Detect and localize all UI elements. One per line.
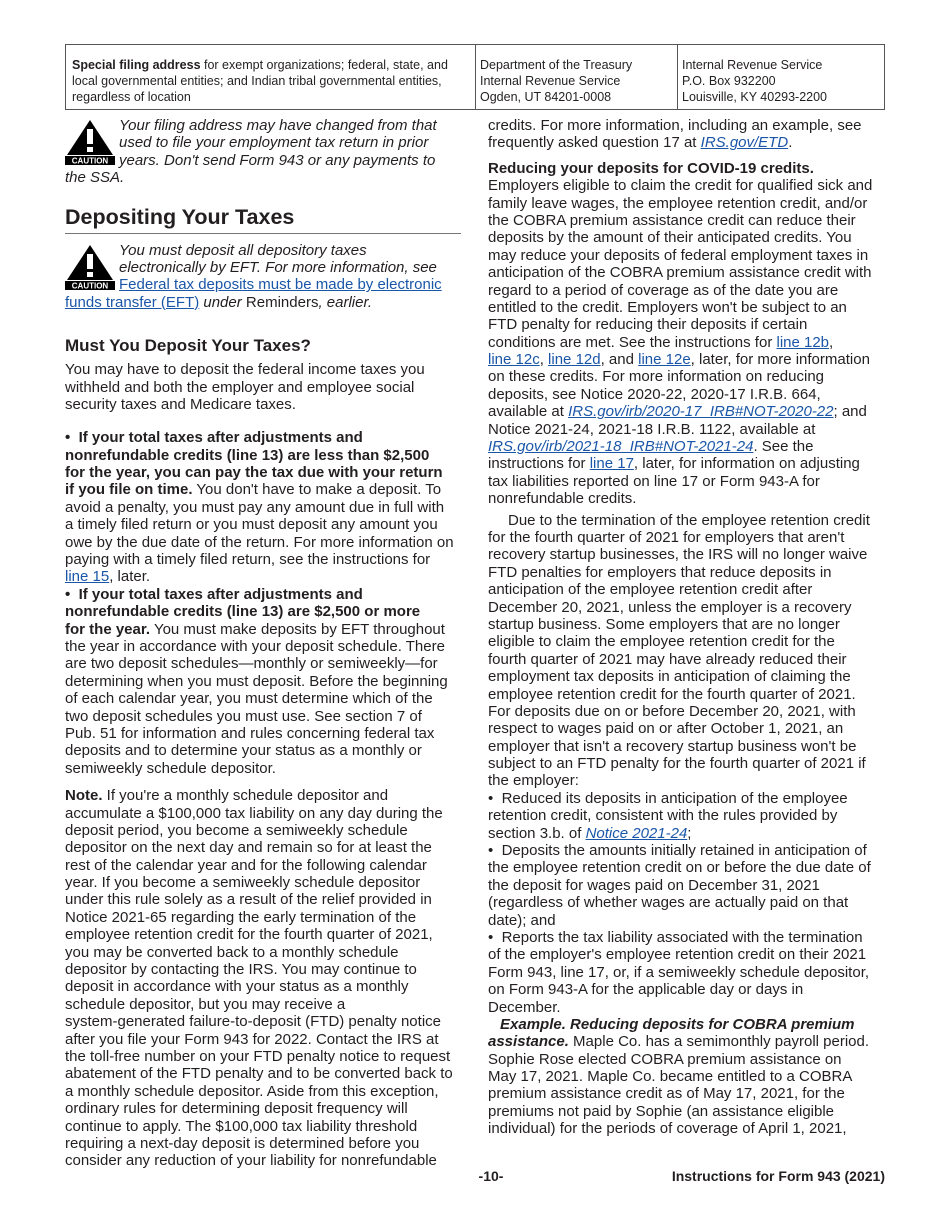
address-desc-line: local governmental entities; and Indian tribal governmental entities, bbox=[72, 74, 442, 88]
notice-2021-24-link[interactable]: IRS.gov/irb/2021-18_IRB#NOT-2021-24 bbox=[488, 438, 754, 456]
address-desc-line: for exempt organizations; federal, state, and bbox=[204, 58, 448, 72]
caution-text-line: You must deposit all depository taxes bbox=[119, 241, 367, 259]
caution-icon bbox=[65, 244, 115, 290]
note-text: a monthly schedule depositor. Aside from this exception, bbox=[65, 1082, 439, 1100]
bullet-text: December. bbox=[488, 998, 561, 1016]
example-paragraph bbox=[488, 1016, 886, 1138]
address-table-description bbox=[66, 45, 476, 109]
note-text: continue to apply. The $100,000 tax liability threshold bbox=[65, 1117, 418, 1135]
note-text: If you're a monthly schedule depositor and bbox=[102, 787, 389, 805]
filing-address-table bbox=[65, 44, 885, 110]
footer-title: Instructions for Form 943 (2021) bbox=[671, 1168, 885, 1184]
caution-text-line: Your filing address may have changed from that bbox=[119, 117, 437, 134]
bullet-text: semiweekly schedule depositor. bbox=[65, 759, 276, 777]
caution-label: CAUTION bbox=[71, 156, 109, 165]
bullet-text: a timely filed return or you must deposit any amount you bbox=[65, 516, 438, 534]
para-text: for the fourth quarter of 2021 for employers that aren't bbox=[488, 528, 845, 546]
termination-paragraph bbox=[488, 512, 886, 790]
address-line: P.O. Box 932200 bbox=[682, 74, 776, 88]
covid-text: , later, for information on adjusting bbox=[633, 455, 860, 473]
bullet-bold-text: for the year, you can pay the tax due with your return bbox=[65, 464, 443, 482]
para-text: recovery startup businesses, the IRS will no longer waive bbox=[488, 546, 868, 564]
note-text: Notice 2021-65 regarding the early termination of the bbox=[65, 908, 417, 926]
covid-text: , bbox=[539, 351, 549, 369]
note-paragraph bbox=[65, 787, 461, 1170]
address-line: Internal Revenue Service bbox=[682, 58, 823, 72]
bullet-text: the year in accordance with your deposit schedule. There bbox=[65, 637, 445, 655]
para-text: Due to the termination of the employee retention credit bbox=[508, 511, 870, 529]
covid-text: deposits by the amount of their anticipated credits. You bbox=[488, 229, 852, 247]
para-text: respect to wages paid on or after October 1, 2021, an bbox=[488, 720, 844, 738]
caution-note-eft bbox=[65, 242, 461, 312]
line-12b-link[interactable]: line 12b bbox=[776, 333, 830, 351]
covid-text: instructions for bbox=[488, 455, 590, 473]
para-text: the employer: bbox=[488, 772, 579, 790]
note-text: deposit period, you become a semiweekly schedule bbox=[65, 821, 408, 839]
note-text: depositor by contacting the IRS. You may continue to bbox=[65, 961, 417, 979]
note-text: system-generated failure-to-deposit (FTD) penalty notice bbox=[65, 1013, 441, 1031]
covid-text: . See the bbox=[753, 438, 814, 456]
line-12c-link[interactable]: line 12c bbox=[488, 351, 540, 369]
note-text: year. If you become a semiweekly schedule depositor bbox=[65, 874, 421, 892]
note-text: after you file your Form 943 for 2022. Contact the IRS at bbox=[65, 1030, 439, 1048]
example-heading: assistance. bbox=[488, 1033, 569, 1051]
eft-reminder-link[interactable]: Federal tax deposits must be made by electronic bbox=[119, 276, 442, 294]
intro-line: You may have to deposit the federal income taxes you bbox=[65, 361, 425, 379]
covid-text: ; and bbox=[833, 403, 867, 421]
note-text: rest of the calendar year and for the following calendar bbox=[65, 856, 427, 874]
irs-etd-link[interactable]: IRS.gov/ETD bbox=[700, 134, 789, 152]
covid-text: , and bbox=[600, 351, 639, 369]
bullet-text: ; bbox=[687, 824, 692, 842]
covid-text: Notice 2021-24, 2021-18 I.R.B. 1122, available at bbox=[488, 420, 816, 438]
note-text: schedule depositor, but you may receive a bbox=[65, 995, 346, 1013]
address-line: Louisville, KY 40293-2200 bbox=[682, 90, 828, 104]
bullet-text: retention credit, consistent with the rules provided by bbox=[488, 807, 838, 825]
bullet-under-2500: • If your total taxes after adjustments and nonrefundable credits (line 13) are less than $2,500 for the year, you can pay the tax due with your return if you file on time. You don't have to make a deposit. To avoid a penalty, you must pay any amount due in full with a timely filed return or you must deposit any amount you owe by the due date of the return. For more information on paying with a timely filed return, see the instructions for line 15, later. bbox=[65, 429, 461, 586]
example-text: Maple Co. has a semimonthly payroll period. bbox=[568, 1033, 870, 1051]
note-text: deposit in accordance with your status as a monthly bbox=[65, 978, 409, 996]
bullet-text: Reduced its deposits in anticipation of the employee bbox=[501, 789, 848, 807]
page-number: -10- bbox=[478, 1168, 504, 1184]
note-label: Note. bbox=[65, 787, 103, 805]
note-text: under this rule solely as a result of the relief provided in bbox=[65, 891, 432, 909]
example-text: May 17, 2021. Maple Co. became entitled to a COBRA bbox=[488, 1068, 853, 1086]
bullet-text: deposits and to determine your status as a monthly or bbox=[65, 742, 422, 760]
bullet-text: paying with a timely filed return, see the instructions for bbox=[65, 551, 431, 569]
note-text: requiring a next-day deposit is determined before you bbox=[65, 1134, 420, 1152]
right-text: frequently asked question 17 at bbox=[488, 134, 701, 152]
para-text: subject to an FTD penalty for the fourth quarter of 2021 if bbox=[488, 755, 866, 773]
bullet-text: Reports the tax liability associated with the termination bbox=[501, 928, 863, 946]
bullet-reports-liability: • Reports the tax liability associated with the termination of the employer's employee retention credit on their 2021 Form 943, line 17, or, if a semiweekly schedule depositor, on Form 943-A for the applicable day or days in December. bbox=[488, 929, 886, 1016]
left-column bbox=[65, 117, 461, 1170]
address-desc-line: regardless of location bbox=[72, 90, 191, 104]
intro-line: withheld and both the employer and employee social bbox=[65, 378, 415, 396]
example-text: premiums not paid by Sophie (an assistance eligible bbox=[488, 1102, 835, 1120]
example-text: premium assistance credit as of May 17, 2021, for the bbox=[488, 1085, 845, 1103]
caution-text-line: used to file your employment tax return in prior bbox=[119, 134, 429, 152]
note-text: the toll-free number on your FTD penalty notice to request bbox=[65, 1047, 451, 1065]
bullet-text: Form 943, line 17, or, if a semiweekly schedule depositor, bbox=[488, 963, 870, 981]
caution-text-line: years. Don't send Form 943 or any payments to bbox=[119, 151, 436, 169]
para-text: For deposits due on or before December 20, 2021, with bbox=[488, 702, 856, 720]
covid-text: anticipation of the COBRA premium assistance credit with bbox=[488, 264, 872, 282]
bullet-text: You must make deposits by EFT throughout bbox=[150, 620, 445, 638]
address-line: Department of the Treasury bbox=[480, 58, 633, 72]
bullet-2500-or-more: • If your total taxes after adjustments and nonrefundable credits (line 13) are $2,500 or more for the year. You must make deposits by EFT throughout the year in accordance with your deposit schedule. There are two deposit schedules—monthly or semiweekly—for determining when you must deposit. Before the beginning of each calendar year, you must determine which of the two deposit schedules you must use. See section 7 of Pub. 51 for information and rules concerning federal tax deposits and to determine your status as a monthly or semiweekly schedule depositor. bbox=[65, 586, 461, 777]
bullet-deposits-amounts: • Deposits the amounts initially retained in anticipation of the employee retention credit on or before the due date of the deposit for wages paid on December 31, 2021 (regardless of whether wages are actually paid on that date); and bbox=[488, 842, 886, 929]
covid-text: nonrefundable credits. bbox=[488, 490, 637, 508]
covid-text: available at bbox=[488, 403, 569, 421]
covid-credits-paragraph bbox=[488, 160, 886, 508]
covid-text: deposits, see Notice 2020-22, 2020-17 I.R.B. 664, bbox=[488, 385, 821, 403]
line-12e-link[interactable]: line 12e bbox=[638, 351, 691, 369]
notice-2021-24-link-2[interactable]: Notice 2021-24 bbox=[585, 824, 688, 842]
bullet-text: determining when you must deposit. Before the beginning bbox=[65, 672, 448, 690]
note-text: ordinary rules for determining deposit frequency will bbox=[65, 1100, 408, 1118]
bullet-bold-text: If your total taxes after adjustments and bbox=[78, 585, 363, 603]
covid-text: family leave wages, the employee retention credit, and/or bbox=[488, 194, 868, 212]
line-12d-link[interactable]: line 12d bbox=[548, 351, 601, 369]
address-line: Ogden, UT 84201-0008 bbox=[480, 90, 612, 104]
covid-text: Employers eligible to claim the credit for qualified sick and bbox=[488, 177, 873, 195]
para-text: employment tax deposits in anticipation of claiming the bbox=[488, 668, 851, 686]
note-text: consider any reduction of your liability for nonrefundable bbox=[65, 1152, 437, 1170]
bullet-text: the employee retention credit on or before the due date of bbox=[488, 859, 871, 877]
covid-text: the COBRA premium assistance credit can reduce their bbox=[488, 211, 856, 229]
covid-text: FTD penalty for reducing their deposits if certain bbox=[488, 316, 808, 334]
para-text: fourth quarter of 2021 may have already reduced their bbox=[488, 650, 847, 668]
bullet-text: are two deposit schedules—monthly or semiweekly—for bbox=[65, 655, 438, 673]
caution-text-under: under bbox=[203, 293, 242, 311]
subheading-must-deposit: Must You Deposit Your Taxes? bbox=[65, 336, 311, 356]
caution-text-line: electronically by EFT. For more information, see bbox=[119, 258, 437, 276]
bullet-text: You don't have to make a deposit. To bbox=[192, 481, 442, 499]
covid-text: may reduce your deposits of federal employment taxes in bbox=[488, 246, 869, 264]
note-text: you may be converted back to a monthly schedule bbox=[65, 943, 399, 961]
line-17-link[interactable]: line 17 bbox=[589, 455, 634, 473]
bullet-text: of the employer's employee retention credit on their 2021 bbox=[488, 946, 867, 964]
right-text: . bbox=[788, 134, 793, 152]
para-text: anticipation of the employee retention credit after bbox=[488, 581, 813, 599]
notice-2020-22-link[interactable]: IRS.gov/irb/2020-17_IRB#NOT-2020-22 bbox=[568, 403, 834, 421]
bullet-text: section 3.b. of bbox=[488, 824, 586, 842]
covid-text: entitled to the credit. Employers won't be subject to an bbox=[488, 298, 847, 316]
covid-text: conditions are met. See the instructions for bbox=[488, 333, 777, 351]
para-text: FTD penalties for employers that reduce deposits in bbox=[488, 563, 832, 581]
bullet-text: the deposit for wages paid on December 31, 2021 bbox=[488, 876, 820, 894]
caution-text-reminders: Reminders bbox=[245, 293, 319, 311]
bullet-text: of each calendar year, you must determine which of the bbox=[65, 690, 433, 708]
covid-text: regard to a period of coverage as of the date you are bbox=[488, 281, 839, 299]
caution-icon bbox=[65, 119, 115, 165]
bullet-reduced-deposits: • Reduced its deposits in anticipation of the employee retention credit, consistent with the rules provided by section 3.b. of Notice 2021-24; bbox=[488, 790, 886, 842]
bullet-bold-text: If your total taxes after adjustments and bbox=[78, 429, 363, 447]
caution-text-line: the SSA. bbox=[65, 169, 125, 187]
para-text: employer that isn't a recovery startup business won't be bbox=[488, 737, 857, 755]
address-ogden bbox=[476, 45, 678, 109]
address-louisville bbox=[678, 45, 884, 109]
example-text: individual) for the periods of coverage of April 1, 2021, bbox=[488, 1120, 847, 1138]
covid-text: tax liabilities reported on line 17 or Form 943-A for bbox=[488, 472, 820, 490]
bullet-text: avoid a penalty, you must pay any amount due in full with bbox=[65, 498, 445, 516]
para-text: December 20, 2021, unless the employer is a recovery bbox=[488, 598, 852, 616]
example-heading: Example. Reducing deposits for COBRA premium bbox=[500, 1015, 855, 1033]
bullet-text: owe by the due date of the return. For more information on bbox=[65, 533, 454, 551]
right-column bbox=[488, 117, 886, 1138]
eft-reminder-link-cont[interactable]: funds transfer (EFT) bbox=[65, 293, 200, 311]
section-heading-depositing: Depositing Your Taxes bbox=[65, 203, 461, 234]
covid-text: , later, for more information bbox=[690, 351, 870, 369]
bullet-text: two deposit schedules you must use. See section 7 of bbox=[65, 707, 422, 725]
right-text: credits. For more information, including an example, see bbox=[488, 117, 862, 134]
bullet-bold-text: for the year. bbox=[65, 620, 151, 638]
para-text: eligible to claim the employee retention credit for the bbox=[488, 633, 835, 651]
bullet-text: Pub. 51 for information and rules concerning federal tax bbox=[65, 724, 435, 742]
note-text: depositor on the next day and remain so for at least the bbox=[65, 839, 432, 857]
bullet-text: date); and bbox=[488, 911, 556, 929]
intro-line: security taxes and Medicare taxes. bbox=[65, 395, 296, 413]
para-text: startup business. Some employers that are no longer bbox=[488, 615, 840, 633]
bullet-text: , later. bbox=[109, 568, 151, 586]
note-text: accumulate a $100,000 tax liability on any day during the bbox=[65, 804, 443, 822]
covid-text: on these credits. For more information on reducing bbox=[488, 368, 824, 386]
para-text: employee retention credit for the fourth quarter of 2021. bbox=[488, 685, 856, 703]
covid-text: , bbox=[829, 333, 834, 351]
special-filing-address-label: Special filing address bbox=[72, 58, 201, 72]
note-text: employee retention credit for the fourth quarter of 2021, bbox=[65, 926, 433, 944]
caution-label: CAUTION bbox=[71, 281, 109, 290]
note-text: abatement of the FTD penalty and to be converted back to bbox=[65, 1065, 453, 1083]
caution-note-filing-address bbox=[65, 117, 461, 187]
caution-text-earlier: , earlier. bbox=[318, 293, 373, 311]
line-15-link[interactable]: line 15 bbox=[65, 568, 110, 586]
bullet-bold-text: nonrefundable credits (line 13) are $2,500 or more bbox=[65, 603, 421, 621]
covid-heading: Reducing your deposits for COVID-19 credits. bbox=[488, 159, 814, 177]
bullet-text: Deposits the amounts initially retained in anticipation of bbox=[501, 842, 867, 860]
example-text: Sophie Rose elected COBRA premium assistance on bbox=[488, 1050, 842, 1068]
bullet-text: on Form 943-A for the applicable day or days in bbox=[488, 981, 804, 999]
address-line: Internal Revenue Service bbox=[480, 74, 621, 88]
bullet-text: (regardless of whether wages are actually paid on that bbox=[488, 894, 849, 912]
bullet-bold-text: nonrefundable credits (line 13) are less than $2,500 bbox=[65, 446, 430, 464]
bullet-bold-text: if you file on time. bbox=[65, 481, 193, 499]
